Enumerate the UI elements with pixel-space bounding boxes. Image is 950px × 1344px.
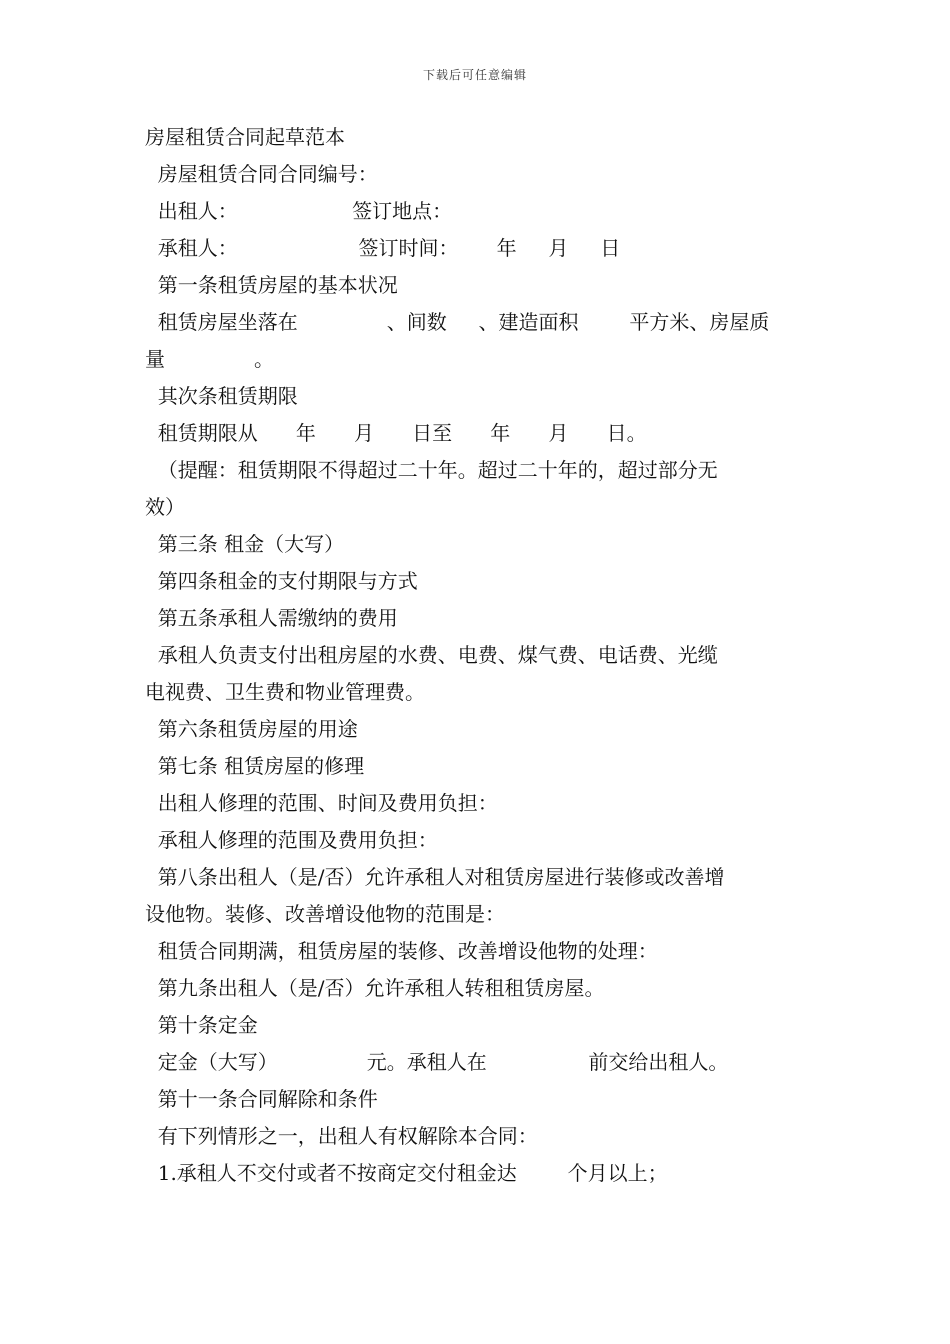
lease-term-line: 租赁期限从 年 月 日至 年 月 日。 [145, 421, 647, 445]
article-7-heading: 第七条 租赁房屋的修理 [145, 754, 365, 778]
lease-reminder-line: （提醒：租赁期限不得超过二十年。超过二十年的，超过部分无 [145, 458, 718, 482]
lease-reminder-continued: 效） [145, 495, 185, 519]
article-5-heading: 第五条承租人需缴纳的费用 [145, 606, 398, 630]
contract-number-line: 房屋租赁合同合同编号： [145, 162, 378, 186]
termination-intro-line: 有下列情形之一，出租人有权解除本合同： [145, 1124, 538, 1148]
article-9-line: 第九条出租人（是/否）允许承租人转租租赁房屋。 [145, 976, 605, 1000]
article-10-heading: 第十条定金 [145, 1013, 258, 1037]
renovation-handling-line: 租赁合同期满，租赁房屋的装修、改善增设他物的处理： [145, 939, 658, 963]
lessee-line: 承租人： 签订时间： 年 月 日 [145, 236, 621, 260]
article-4-heading: 第四条租金的支付期限与方式 [145, 569, 418, 593]
termination-item-1: 1.承租人不交付或者不按商定交付租金达 个月以上； [145, 1161, 668, 1185]
lessee-repair-line: 承租人修理的范围及费用负担： [145, 828, 438, 852]
article-3-heading: 第三条 租金（大写） [145, 532, 345, 556]
lessor-repair-line: 出租人修理的范围、时间及费用负担： [145, 791, 498, 815]
fees-continued: 电视费、卫生费和物业管理费。 [145, 680, 425, 704]
property-details-continued: 量 。 [145, 347, 275, 371]
page-header: 下载后可任意编辑 [422, 68, 527, 82]
lessor-line: 出租人： 签订地点： [145, 199, 453, 223]
document-body [145, 119, 810, 1192]
fees-line: 承租人负责支付出租房屋的水费、电费、煤气费、电话费、光缆 [145, 643, 718, 667]
article-8-continued: 设他物。装修、改善增设他物的范围是： [145, 902, 505, 926]
article-2-heading: 其次条租赁期限 [145, 384, 298, 408]
article-1-heading: 第一条租赁房屋的基本状况 [145, 273, 398, 297]
deposit-line: 定金（大写） 元。承租人在 前交给出租人。 [145, 1050, 729, 1074]
article-6-heading: 第六条租赁房屋的用途 [145, 717, 358, 741]
property-details-line: 租赁房屋坐落在 、间数 、建造面积 平方米、房屋质 [145, 310, 770, 334]
document-title: 房屋租赁合同起草范本 [145, 125, 345, 149]
article-11-heading: 第十一条合同解除和条件 [145, 1087, 378, 1111]
article-8-line: 第八条出租人（是/否）允许承租人对租赁房屋进行装修或改善增 [145, 865, 725, 889]
